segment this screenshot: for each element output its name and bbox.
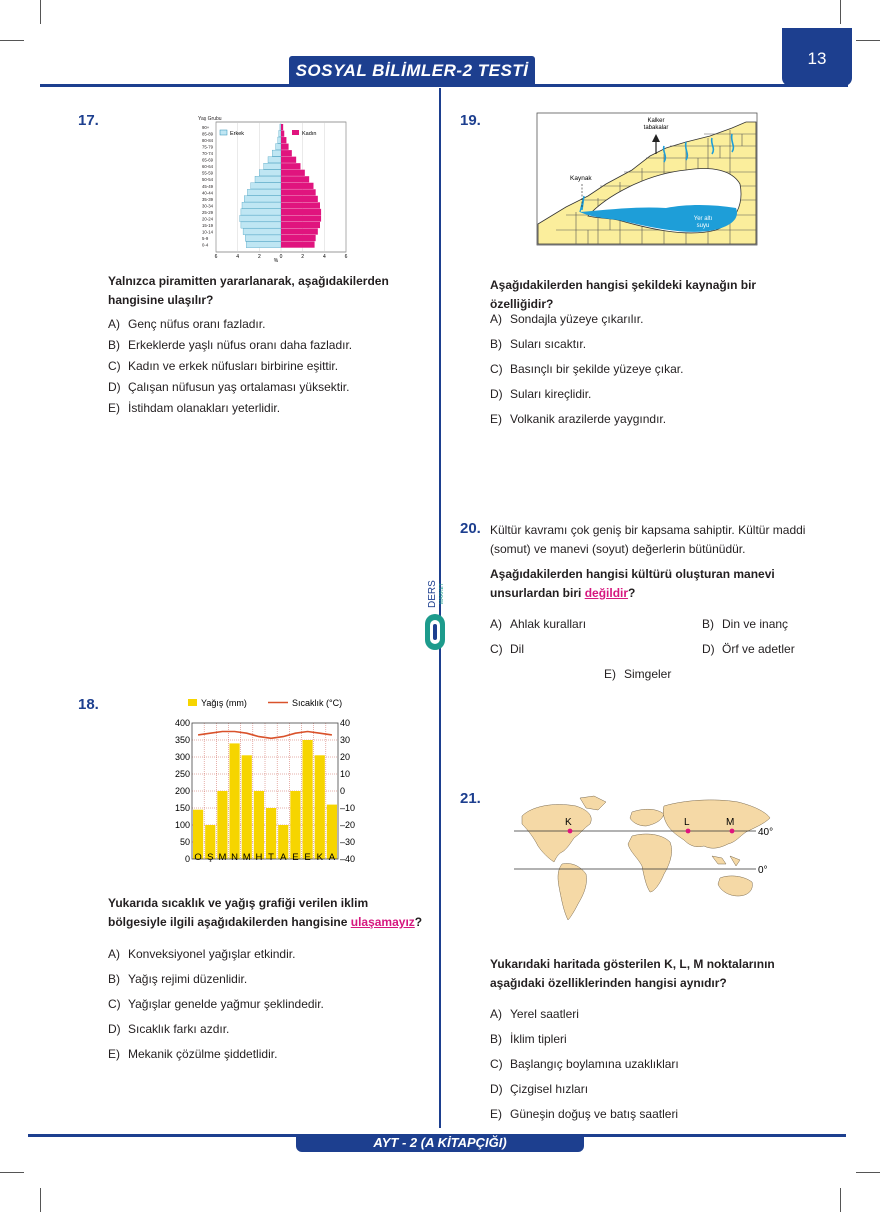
month-label: K: [316, 852, 323, 863]
pyramid-x-tick: 0: [279, 254, 283, 260]
precip-axis-tick: 200: [174, 786, 190, 796]
precip-axis-tick: 50: [179, 837, 190, 847]
pyramid-bar-erkek: [247, 189, 281, 195]
q18-option-e[interactable]: E) Mekanik çözülme şiddetlidir.: [108, 1047, 278, 1061]
month-label: O: [194, 852, 202, 863]
point-l-label: L: [684, 817, 690, 828]
pyramid-bar-erkek: [255, 176, 281, 182]
temp-axis-tick: 10: [340, 769, 351, 779]
q19-option-d[interactable]: D) Suları kireçlidir.: [490, 387, 592, 401]
population-pyramid: [196, 112, 356, 262]
pyramid-x-tick: 4: [322, 254, 326, 260]
temp-axis-tick: 40: [340, 718, 351, 728]
pyramid-bar-erkek: [242, 202, 281, 208]
month-label: N: [231, 852, 239, 863]
pyramid-age-label: 85-89: [202, 131, 213, 137]
month-label: M: [218, 852, 227, 863]
precip-bar: [230, 743, 240, 859]
month-label: Ş: [207, 852, 214, 863]
q17-stem: Yalnızca piramitten yararlanarak, aşağıdakilerden hangisine ulaşılır?: [108, 274, 389, 307]
point-k-label: K: [565, 817, 572, 828]
pyramid-age-label: 50-54: [202, 177, 213, 183]
q17-option-a[interactable]: A) Genç nüfus oranı fazladır.: [108, 317, 266, 331]
q18-number: 18.: [78, 696, 99, 713]
world-map: [514, 794, 786, 928]
pyramid-age-label: 15-19: [202, 222, 213, 228]
pyramid-bar-erkek: [243, 228, 281, 234]
pyramid-bar-erkek: [280, 124, 281, 130]
pyramid-age-label: 20-24: [202, 216, 213, 222]
pyramid-age-label: 90+: [202, 125, 210, 131]
pyramid-bar-kadin: [281, 202, 320, 208]
precip-axis-tick: 100: [174, 820, 190, 830]
latitude-label-40: 40°: [758, 827, 774, 838]
pyramid-x-tick: 6: [344, 254, 348, 260]
label-yeralti: Yer altı: [693, 216, 713, 222]
legend-swatch-precip: [188, 699, 197, 706]
pyramid-age-label: 10-14: [202, 229, 213, 235]
pyramid-bar-erkek: [278, 137, 281, 143]
pyramid-bar-erkek: [259, 170, 281, 176]
precip-axis-tick: 400: [174, 718, 190, 728]
asia: [663, 800, 770, 848]
q21-stem: Yukarıdaki haritada gösterilen K, L, M noktalarının aşağıdaki özelliklerinden hangisi aynıdır?: [490, 957, 775, 990]
pyramid-bar-kadin: [281, 209, 321, 215]
q17-option-c[interactable]: C) Kadın ve erkek nüfusları birbirine eşittir.: [108, 359, 339, 373]
pyramid-age-label: 5-9: [202, 235, 209, 241]
precip-bar: [315, 755, 325, 859]
month-label: H: [255, 852, 263, 863]
pyramid-age-label: 55-59: [202, 170, 213, 176]
pyramid-bar-kadin: [281, 235, 316, 241]
pyramid-bar-kadin: [281, 170, 305, 176]
q19-number: 19.: [460, 112, 481, 129]
q18-option-b[interactable]: B) Yağış rejimi düzenlidir.: [108, 972, 248, 986]
logo-text-ders: DERS: [427, 580, 438, 608]
temperature-line: [198, 732, 332, 739]
pyramid-bar-erkek: [240, 215, 281, 221]
pyramid-bar-kadin: [281, 144, 289, 150]
pyramid-ylabel: Yaş Grubu: [198, 116, 222, 122]
month-label: E: [304, 852, 311, 863]
pyramid-x-tick: 6: [214, 254, 218, 260]
ders-market-logo: [422, 568, 450, 652]
pyramid-bar-erkek: [264, 163, 281, 169]
q17-number: 17.: [78, 112, 99, 129]
label-tabakalar: tabakalar: [643, 125, 669, 131]
pyramid-bar-erkek: [244, 196, 281, 202]
q20-option-c[interactable]: C) Dil: [490, 642, 524, 656]
legend-label-erkek: Erkek: [230, 131, 245, 137]
label-kalker: Kalker: [647, 118, 665, 124]
q20-option-e[interactable]: E) Simgeler: [604, 667, 672, 681]
q20-option-a[interactable]: A) Ahlak kuralları: [490, 617, 587, 631]
pyramid-bar-erkek: [241, 222, 281, 228]
pyramid-bar-erkek: [276, 144, 281, 150]
pyramid-bar-kadin: [281, 176, 309, 182]
south-america: [558, 863, 587, 920]
pyramid-age-label: 30-34: [202, 203, 213, 209]
pyramid-age-label: 65-69: [202, 157, 213, 163]
month-label: A: [328, 852, 336, 863]
precip-axis-tick: 0: [184, 854, 190, 864]
q20-intro: Kültür kavramı çok geniş bir kapsama sahiptir. Kültür maddi (somut) ve manevi (soyut) değerlerin bütünüdür.: [490, 523, 806, 556]
australia: [718, 876, 752, 896]
q17-option-d[interactable]: D) Çalışan nüfusun yaş ortalaması yüksektir.: [108, 380, 350, 394]
pyramid-age-label: 45-49: [202, 183, 213, 189]
pyramid-x-tick: 4: [236, 254, 240, 260]
pyramid-bar-kadin: [281, 189, 316, 195]
pyramid-bar-kadin: [281, 183, 314, 189]
legend-label-precip: Yağış (mm): [201, 698, 247, 708]
pyramid-age-label: 35-39: [202, 196, 213, 202]
pyramid-age-label: 0-4: [202, 242, 209, 248]
q19-option-b[interactable]: B) Suları sıcaktır.: [490, 337, 587, 351]
pyramid-age-label: 25-29: [202, 209, 213, 215]
karst-spring-figure: [536, 112, 758, 246]
pyramid-bar-kadin: [281, 124, 283, 130]
pyramid-bar-erkek: [245, 235, 281, 241]
test-title: SOSYAL BİLİMLER-2 TESTİ: [289, 56, 535, 86]
precip-bar: [217, 791, 227, 859]
q20-option-d[interactable]: D) Örf ve adetler: [702, 642, 795, 656]
q19-option-a[interactable]: A) Sondajla yüzeye çıkarılır.: [490, 312, 644, 326]
q20-number: 20.: [460, 520, 481, 537]
month-label: T: [268, 852, 274, 863]
precip-axis-tick: 150: [174, 803, 190, 813]
temp-axis-tick: –10: [340, 803, 356, 813]
legend-swatch-kadin: [292, 130, 299, 135]
q21-number: 21.: [460, 790, 481, 807]
pyramid-bar-kadin: [281, 228, 318, 234]
q19-option-e[interactable]: E) Volkanik arazilerde yaygındır.: [490, 412, 667, 426]
temp-axis-tick: –30: [340, 837, 356, 847]
pyramid-bar-kadin: [281, 196, 318, 202]
southeast-asia-islands: [712, 856, 740, 866]
legend-label-kadin: Kadın: [302, 131, 317, 137]
q18-option-c[interactable]: C) Yağışlar genelde yağmur şeklindedir.: [108, 997, 324, 1011]
pyramid-bar-kadin: [281, 163, 301, 169]
pyramid-bar-kadin: [281, 131, 284, 137]
pyramid-age-label: 75-79: [202, 144, 213, 150]
pyramid-x-tick: 2: [257, 254, 261, 260]
pyramid-bar-erkek: [251, 183, 281, 189]
pyramid-age-label: 60-64: [202, 164, 213, 170]
temp-axis-tick: 30: [340, 735, 351, 745]
pyramid-bar-erkek: [241, 209, 281, 215]
q21-option-d[interactable]: D) Çizgisel hızları: [490, 1082, 589, 1096]
pyramid-bar-erkek: [272, 150, 281, 156]
point-m-marker: [730, 829, 735, 834]
precip-bar: [303, 740, 313, 859]
pyramid-xlabel: %: [273, 258, 279, 262]
q18-option-a[interactable]: A) Konveksiyonel yağışlar etkindir.: [108, 947, 296, 961]
precip-bar: [254, 791, 264, 859]
legend-swatch-erkek: [220, 130, 227, 135]
q20-option-b[interactable]: B) Din ve inanç: [702, 617, 789, 631]
pyramid-bar-kadin: [281, 137, 286, 143]
q18-stem: Yukarıda sıcaklık ve yağış grafiği verilen iklim bölgesiyle ilgili aşağıdakilerden hangisine ulaşamayız?: [108, 896, 423, 929]
q18-option-d[interactable]: D) Sıcaklık farkı azdır.: [108, 1022, 230, 1036]
q20-stem: Aşağıdakilerden hangisi kültürü oluşturan manevi unsurlardan biri değildir?: [490, 567, 775, 600]
precip-bar: [327, 805, 337, 859]
temp-axis-tick: 20: [340, 752, 351, 762]
temp-axis-tick: –20: [340, 820, 356, 830]
pyramid-age-label: 40-44: [202, 190, 213, 196]
q21-option-a[interactable]: A) Yerel saatleri: [490, 1007, 579, 1021]
greenland: [580, 796, 606, 810]
pyramid-bar-erkek: [268, 157, 281, 163]
temp-axis-tick: 0: [340, 786, 346, 796]
pyramid-x-tick: 2: [301, 254, 305, 260]
pyramid-bar-kadin: [281, 215, 321, 221]
q21-option-b[interactable]: B) İklim tipleri: [490, 1032, 567, 1046]
temp-axis-tick: –40: [340, 854, 356, 864]
month-label: E: [292, 852, 299, 863]
pyramid-age-label: 70-74: [202, 151, 213, 157]
logo-text-market: MARKET: [439, 583, 445, 604]
q17-option-b[interactable]: B) Erkeklerde yaşlı nüfus oranı daha fazladır.: [108, 338, 353, 352]
q19-option-c[interactable]: C) Basınçlı bir şekilde yüzeye çıkar.: [490, 362, 684, 376]
climate-chart: [168, 692, 368, 872]
precip-bar: [290, 791, 300, 859]
label-suyu: suyu: [696, 223, 710, 229]
pyramid-bar-erkek: [246, 241, 281, 247]
pyramid-bar-kadin: [281, 150, 292, 156]
africa: [628, 834, 672, 892]
booklet-label: AYT - 2 (A KİTAPÇIĞI): [296, 1134, 584, 1152]
precip-bar: [242, 755, 252, 859]
pyramid-bar-erkek: [279, 131, 281, 137]
point-m-label: M: [726, 817, 735, 828]
label-kaynak: Kaynak: [570, 175, 592, 182]
precip-axis-tick: 350: [174, 735, 190, 745]
q17-option-e[interactable]: E) İstihdam olanakları yeterlidir.: [108, 401, 281, 415]
page-number: 13: [782, 28, 852, 86]
precip-axis-tick: 250: [174, 769, 190, 779]
q21-option-e[interactable]: E) Güneşin doğuş ve batış saatleri: [490, 1107, 679, 1121]
point-k-marker: [568, 829, 573, 834]
pyramid-bar-kadin: [281, 241, 315, 247]
q21-option-c[interactable]: C) Başlangıç boylamına uzaklıkları: [490, 1057, 679, 1071]
pyramid-age-label: 80-84: [202, 138, 213, 144]
continents: [522, 796, 770, 920]
month-label: A: [280, 852, 287, 863]
north-america: [522, 804, 591, 862]
legend-label-temp: Sıcaklık (°C): [292, 698, 343, 708]
q19-stem: Aşağıdakilerden hangisi şekildeki kaynağın bir özelliğidir?: [490, 278, 757, 311]
pyramid-bar-kadin: [281, 157, 296, 163]
latitude-label-0: 0°: [758, 865, 768, 876]
europe: [630, 809, 664, 826]
month-label: M: [242, 852, 251, 863]
pyramid-bar-kadin: [281, 222, 320, 228]
precip-axis-tick: 300: [174, 752, 190, 762]
point-l-marker: [686, 829, 691, 834]
